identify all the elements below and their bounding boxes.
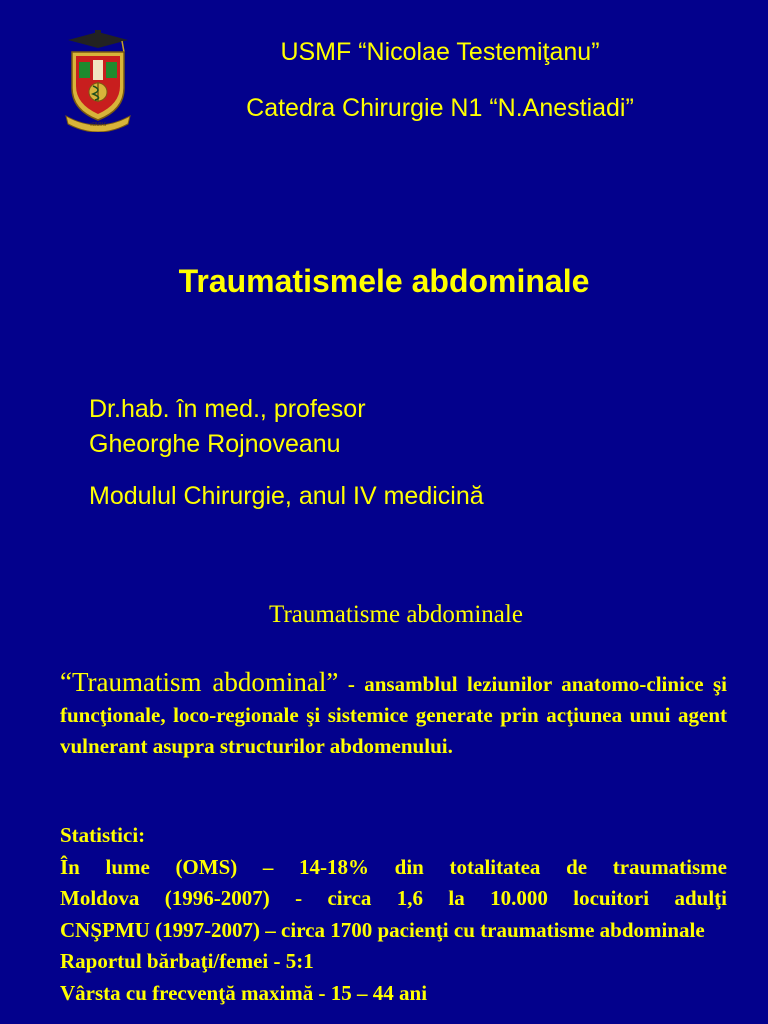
- definition-term: “Traumatism abdominal”: [60, 667, 339, 697]
- university-name: USMF “Nicolae Testemiţanu”: [280, 38, 600, 66]
- section-title: Traumatisme abdominale: [269, 601, 523, 628]
- presentation-title: Traumatismele abdominale: [178, 263, 590, 299]
- author-degree: Dr.hab. în med., profesor: [89, 395, 366, 423]
- statistics-item: Moldova (1996-2007) - circa 1,6 la 10.000 locuitori adulţi: [60, 886, 727, 910]
- university-crest-logo: [62, 30, 134, 132]
- department-name: Catedra Chirurgie N1 “N.Anestiadi”: [246, 94, 634, 122]
- statistics-block: [60, 820, 727, 1009]
- definition-text: - ansamblul leziunilor anatomo-clinice şi funcţionale, loco-regionale şi sistemice generate prin acţiunea unui agent vulnerant asupra structurilor abdomenului.: [60, 672, 727, 758]
- statistics-item: CNŞPMU (1997-2007) – circa 1700 pacienţi cu traumatisme abdominale: [60, 917, 705, 942]
- crest-motto: VERITAS: [89, 122, 107, 127]
- statistics-item: Raportul bărbaţi/femei - 5:1: [60, 949, 314, 973]
- definition-paragraph: [60, 667, 727, 762]
- statistics-heading: Statistici:: [60, 823, 146, 847]
- statistics-item: În lume (OMS) – 14-18% din totalitatea de traumatisme: [60, 854, 727, 879]
- author-name: Gheorghe Rojnoveanu: [89, 430, 341, 458]
- course-module: Modulul Chirurgie, anul IV medicină: [89, 482, 484, 510]
- statistics-item: Vârsta cu frecvenţă maximă - 15 – 44 ani: [60, 980, 428, 1005]
